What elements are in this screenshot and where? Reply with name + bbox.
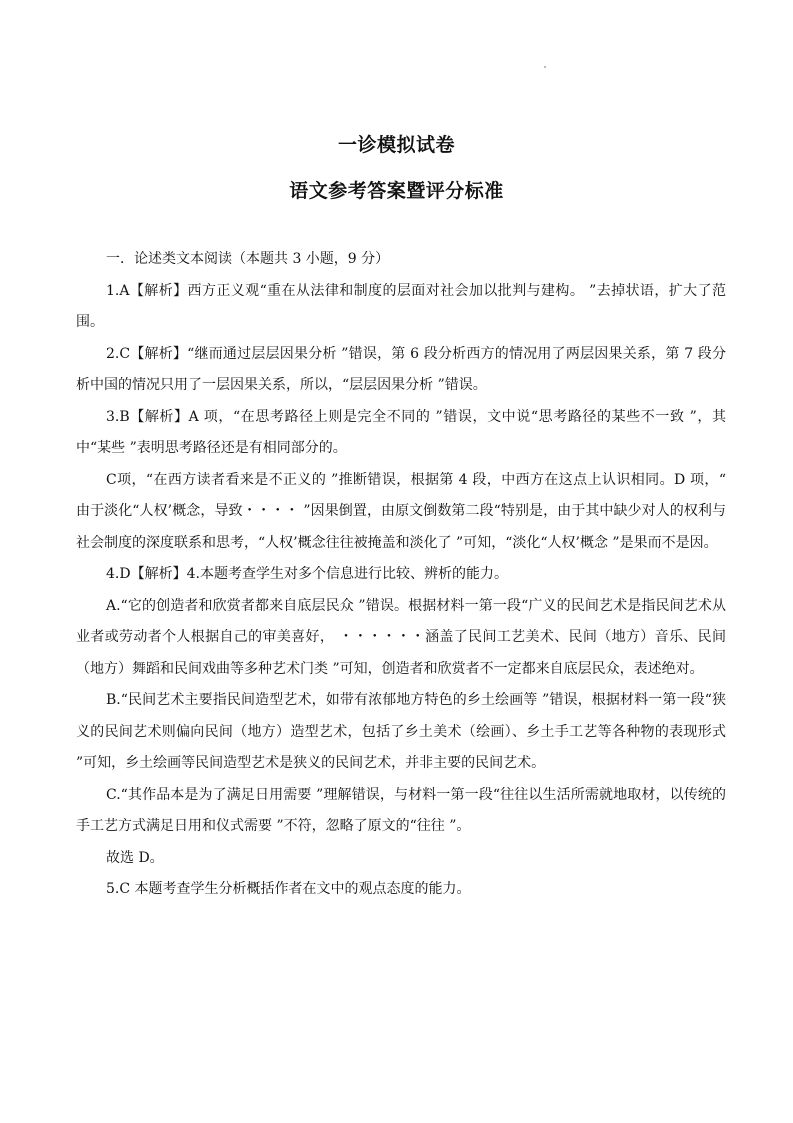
scan-speck: [544, 66, 546, 68]
document-body: [76, 244, 726, 906]
answer-paragraph: 5.C 本题考查学生分析概括作者在文中的观点态度的能力。: [106, 881, 471, 897]
answer-paragraph: 3.B【解析】A 项，“在思考路径上则是完全不同的 ”错误，文中说“思考路径的某些不一致 ”，其中“某些 ”表明思考路径还是有相同部分的。: [76, 408, 726, 456]
answer-paragraph: 故选 D。: [106, 849, 164, 866]
answer-paragraph: 1.A【解析】西方正义观“重在从法律和制度的层面对社会加以批判与建构。 ”去掉状语，扩大了范围。: [76, 282, 726, 330]
document-title: 一诊模拟试卷: [337, 134, 455, 156]
section-heading: 一．论述类文本阅读（本题共 3 小题，9 分）: [106, 251, 390, 267]
answer-paragraph: 4.D【解析】4.本题考查学生对多个信息进行比较、辨析的能力。: [106, 566, 508, 582]
answer-paragraph: A.“它的创造者和欣赏者都来自底层民众 ”错误。根据材料一第一段“广义的民间艺术是指民间艺术从业者或劳动者个人根据自己的审美喜好， ・・・・・・涵盖了民间工艺美术、民间（地方）音乐、民间（地方）舞蹈和民间戏曲等多种艺术门类 ”可知，创造者和欣赏者不一定都来自底层民众，表述绝对。: [76, 597, 726, 677]
answer-paragraph: 2.C【解析】“继而通过层层因果分析 ”错误，第 6 段分析西方的情况用了两层因果关系，第 7 段分析中国的情况只用了一层因果关系，所以，“层层因果分析 ”错误。: [76, 345, 726, 393]
answer-paragraph: C.“其作品本是为了满足日用需要 ”理解错误，与材料一第一段“往往以生活所需就地取材，以传统的手工艺方式满足日用和仪式需要 ”不符，忽略了原文的“往往 ”。: [76, 786, 726, 834]
answer-paragraph: B.“民间艺术主要指民间造型艺术，如带有浓郁地方特色的乡土绘画等 ”错误，根据材料一第一段“狭义的民间艺术则偏向民间（地方）造型艺术，包括了乡土美术（绘画）、乡土手工艺等各种物的表现形式 ”可知，乡土绘画等民间造型艺术是狭义的民间艺术，并非主要的民间艺术。: [76, 692, 726, 771]
answer-paragraph: C项，“在西方读者看来是不正义的 ”推断错误，根据第 4 段，中西方在这点上认识相同。D 项，“ 由于淡化“人权’概念，导致・・・・ ”因果倒置，由原文倒数第二段“特别是，由于其中缺少对人的权利与社会制度的深度联系和思考，“人权’概念往往被掩盖和淡化了 ”可知，“淡化“人权’概念 ”是果而不是因。: [76, 471, 726, 551]
document-subtitle: 语文参考答案暨评分标准: [289, 180, 504, 202]
